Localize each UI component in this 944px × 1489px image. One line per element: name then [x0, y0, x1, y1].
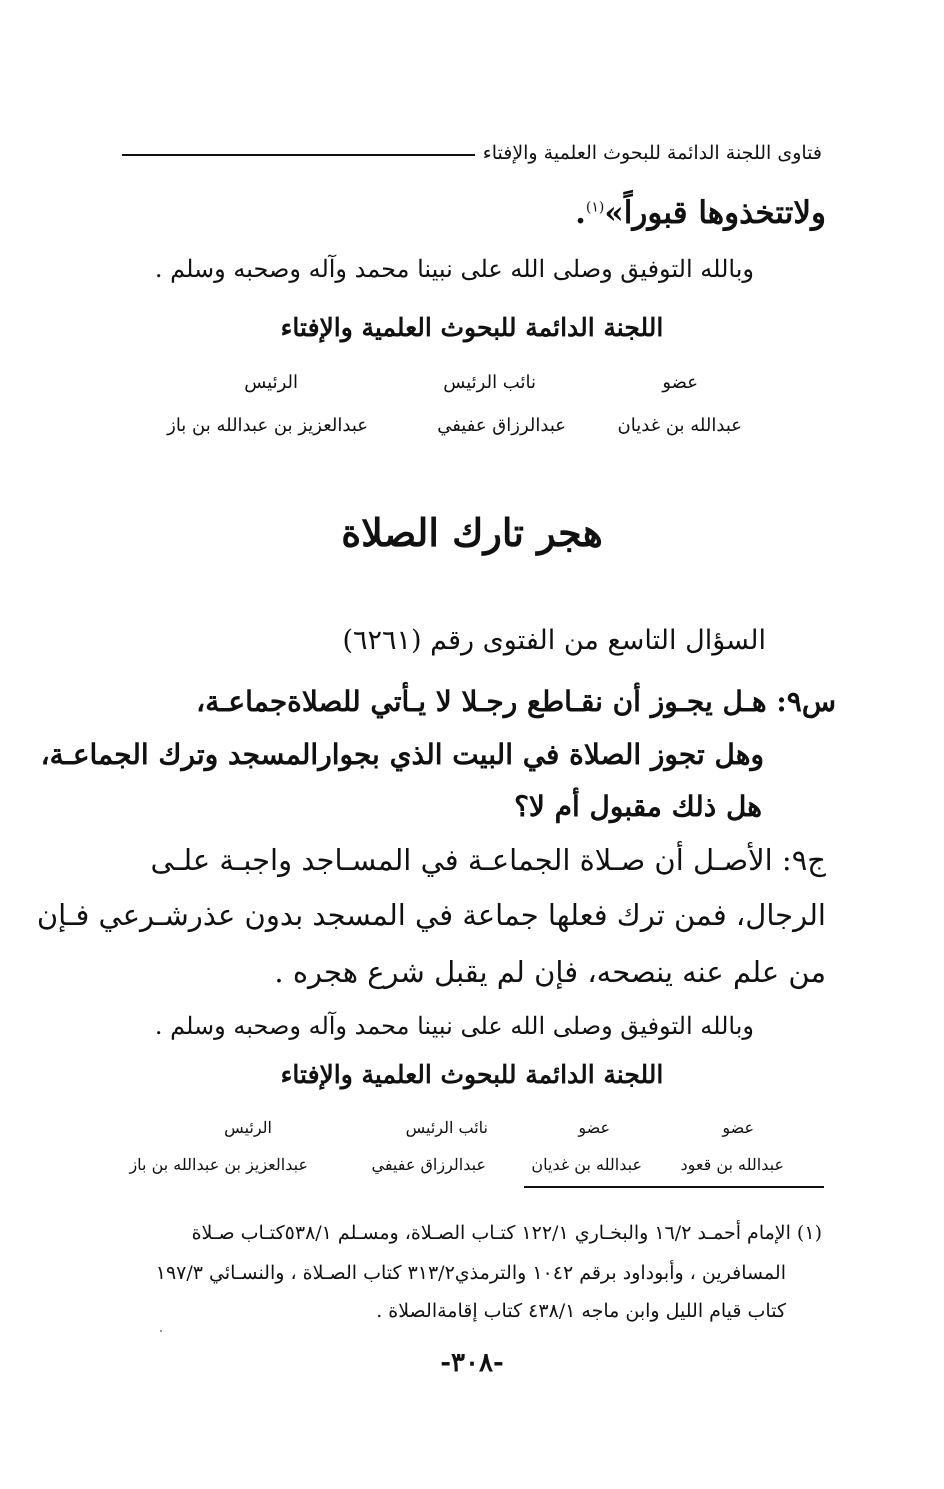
hadith-ending-period: . [575, 195, 586, 231]
hadith-ending [575, 195, 826, 231]
signatory-title-vice-president: نائب الرئيس [405, 1118, 488, 1137]
question-number: السؤال التاسع من الفتوى رقم (٦٢٦١) [342, 625, 766, 656]
footnote-line: كتاب قيام الليل وابن ماجه ٤٣٨/١ كتاب إقامةالصلاة . [376, 1300, 786, 1322]
signatory-name-president: عبدالعزيز بن عبدالله بن باز [167, 415, 368, 436]
running-header-title: فتاوى اللجنة الدائمة للبحوث العلمية والإفتاء [482, 142, 822, 164]
answer-line: من علم عنه ينصحه، فإن لم يقبل شرع هجره . [274, 955, 826, 989]
answer-line: الرجال، فمن ترك فعلها جماعة في المسجد بدون عذرشـرعي فـإن [36, 898, 826, 932]
committee-name: اللجنة الدائمة للبحوث العلمية والإفتاء [280, 1060, 664, 1089]
question-line: هل ذلك مقبول أم لا؟ [514, 790, 762, 823]
signatory-name-member: عبدالله بن قعود [680, 1155, 784, 1174]
header-rule [122, 154, 475, 156]
signatory-title-member: عضو [578, 1118, 610, 1137]
question-line: وهل تجوز الصلاة في البيت الذي بجوارالمسجد وترك الجماعـة، [40, 738, 764, 771]
footnote-line: المسافرين ، وأبوداود برقم ١٠٤٢ والترمذي٣١٣/٢ كتاب الصـلاة ، والنسـائي ١٩٧/٣ [155, 1262, 786, 1284]
signatory-title-president: الرئيس [224, 1118, 272, 1137]
committee-name: اللجنة الدائمة للبحوث العلمية والإفتاء [280, 313, 664, 342]
signatory-name-member: عبدالله بن غديان [617, 415, 742, 436]
hadith-ending-text: ولاتتخذوها قبوراً» [604, 195, 826, 231]
footnote-separator [524, 1186, 824, 1188]
signatory-title-member: عضو [722, 1118, 754, 1137]
signatory-name-vice-president: عبدالرزاق عفيفي [437, 415, 566, 436]
signatory-title-member: عضو [662, 372, 698, 393]
footnote-marker: (١) [585, 199, 605, 216]
section-title: هجر تارك الصلاة [341, 510, 603, 555]
running-header [122, 138, 822, 168]
scan-speck [160, 1330, 162, 1332]
answer-line: ج٩: الأصـل أن صـلاة الجماعـة في المسـاجد واجبـة علـى [150, 843, 826, 877]
footnote-line: (١) الإمام أحمـد ١٦/٢ والبخـاري ١٢٢/١ كتـاب الصـلاة، ومسـلم ٥٣٨/١كتـاب صـلاة [191, 1222, 822, 1244]
signatory-title-vice-president: نائب الرئيس [443, 372, 536, 393]
signatory-name-member: عبدالله بن غديان [531, 1155, 642, 1174]
page-number: -٣٠٨- [440, 1348, 504, 1378]
closing-formula: وبالله التوفيق وصلى الله على نبينا محمد وآله وصحبه وسلم . [154, 1012, 754, 1040]
closing-formula: وبالله التوفيق وصلى الله على نبينا محمد وآله وصحبه وسلم . [154, 255, 754, 283]
signatory-name-vice-president: عبدالرزاق عفيفي [371, 1155, 486, 1174]
signatory-name-president: عبدالعزيز بن عبدالله بن باز [129, 1155, 308, 1174]
question-line: س٩: هـل يجـوز أن نقـاطع رجـلا لا يـأتي للصلاةجماعـة، [196, 685, 836, 718]
signatory-title-president: الرئيس [244, 372, 298, 393]
